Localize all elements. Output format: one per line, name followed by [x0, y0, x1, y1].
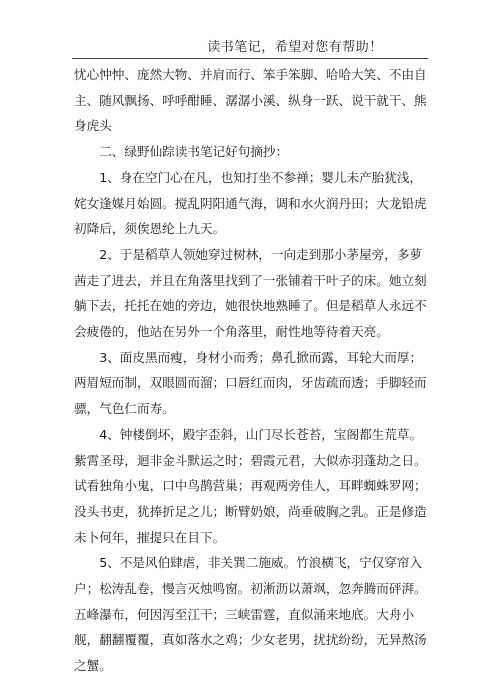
document-body — [74, 62, 430, 679]
header-divider — [72, 58, 428, 59]
section-heading: 二、绿野仙踪读书笔记好句摘抄： — [99, 144, 289, 160]
header-title: 读书笔记，希望对您有帮助！ — [207, 40, 383, 55]
page-header — [0, 36, 500, 55]
paragraph-idioms: 忧心忡忡、庞然大物、并肩而行、笨手笨脚、哈哈大笑、不由自主、随风飘扬、呼呼酣睡、潺潺小溪、纵身一跃、说干就干、熊身虎头 — [74, 67, 427, 134]
paragraph-quote-5: 5、不是风伯肆虐，非关巽二施威。竹浪横飞，宁仅穿帘入户；松涛乱卷，慢言灭烛鸣窗。初淅沥以萧飒，忽奔腾而砰湃。五峰瀑布，何因泻至江干；三峡雷霆，直似涌来地底。大舟小舰，翻翻覆覆，真如落水之鸡；少女老男，扰扰纷纷，无异熬汤之蟹。 — [74, 555, 427, 674]
paragraph-quote-3: 3、面皮黑而瘦，身材小而秀；鼻孔掀而露，耳轮大而厚；两眉短而制，双眼圆而溜；口唇红而肉，牙齿疏而透；手脚轻而骠，气色仁而寿。 — [74, 349, 427, 417]
paragraph-quote-2: 2、于是稻草人领她穿过树林，一向走到那小茅屋旁，多萝茜走了进去，并且在角落里找到了一张铺着干叶子的床。她立刻躺下去，托托在她的旁边，她很快地熟睡了。但是稻草人永远不会疲倦的，他站在另外一个角落里，耐性地等待着天亮。 — [74, 246, 427, 340]
paragraph-quote-1: 1、身在空门心在凡，也知打坐不参禅；婴儿未产胎犹浅，姹女逢媒月始圆。搅乱阴阳通气海，调和水火润丹田；大龙铅虎初降后，须俟恩纶上九天。 — [74, 169, 427, 237]
paragraph-quote-4: 4、钟楼倒坏，殿宇歪斜，山门尽长苍苔，宝阁都生荒草。紫霄圣母，迴非金斗默运之时；碧霞元君，大似赤羽蓬劫之日。试看独角小鬼，口中鸟鹊营巢；再观两旁佳人，耳畔蜘蛛罗网；没头书吏，犹捧折足之儿；断臂奶娘，尚垂破胸之乳。正是修造未卜何年，摧提只在目下。 — [74, 426, 427, 545]
